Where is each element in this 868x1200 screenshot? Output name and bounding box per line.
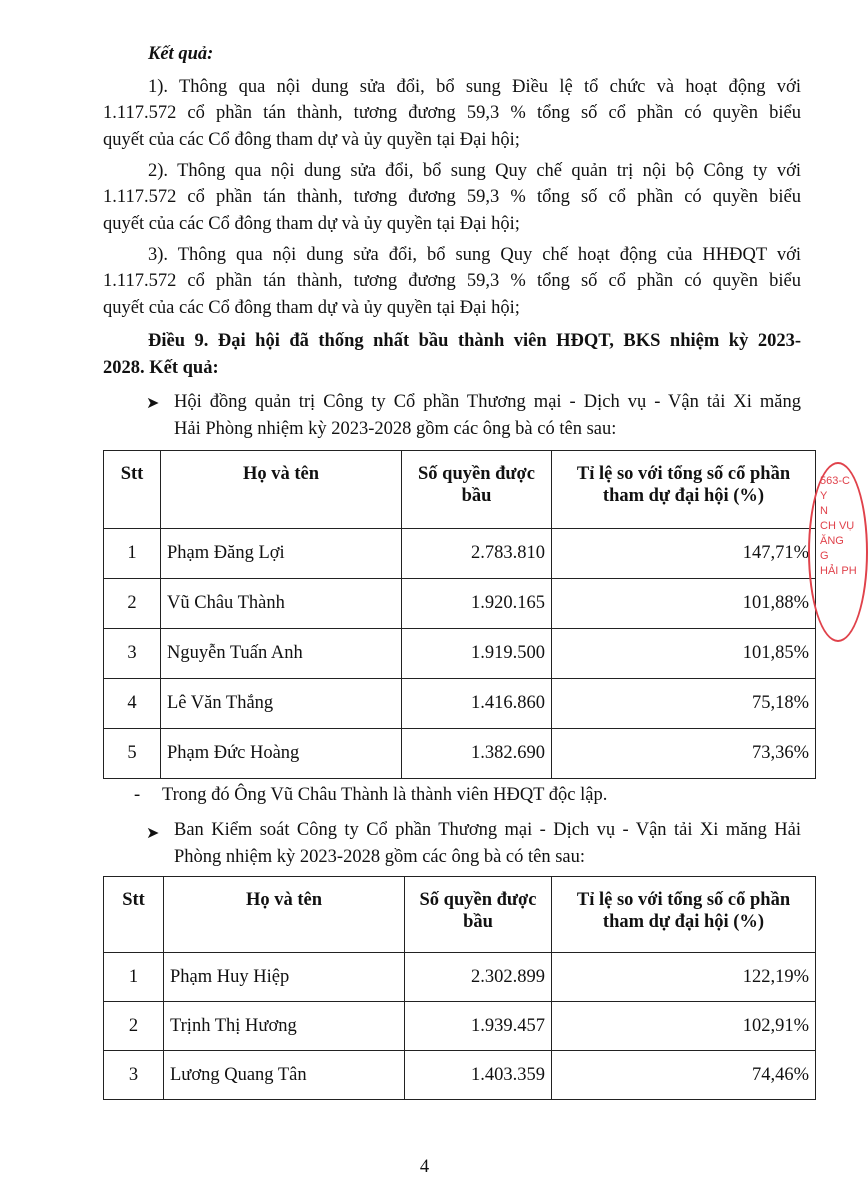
table-row <box>104 529 816 579</box>
supervisory-intro-line-1: Ban Kiểm soát Công ty Cổ phần Thương mại - Dịch vụ - Vận tải Xi măng Hải <box>174 820 801 840</box>
table-row <box>104 679 816 729</box>
table-row <box>104 1051 816 1100</box>
result-item-3-line-2: 1.117.572 cổ phần tán thành, tương đương 59,3 % tổng số cổ phần có quyền biểu <box>103 271 801 291</box>
header-name: Họ và tên <box>161 451 402 529</box>
cell-votes: 1.920.165 <box>402 579 552 629</box>
arrow-bullet-icon: ➤ <box>146 395 160 412</box>
cell-stt: 1 <box>104 953 164 1002</box>
cell-name: Vũ Châu Thành <box>161 579 402 629</box>
result-item-1-line-1: 1). Thông qua nội dung sửa đổi, bổ sung Điều lệ tổ chức và hoạt động với <box>148 77 801 97</box>
cell-ratio: 102,91% <box>552 1002 816 1051</box>
cell-votes: 1.416.860 <box>402 679 552 729</box>
table-row <box>104 953 816 1002</box>
cell-name: Phạm Huy Hiệp <box>164 953 405 1002</box>
cell-stt: 2 <box>104 1002 164 1051</box>
result-item-2-line-2: 1.117.572 cổ phần tán thành, tương đương 59,3 % tổng số cổ phần có quyền biểu <box>103 187 801 207</box>
supervisory-table <box>103 876 816 1100</box>
board-table-header <box>104 451 816 529</box>
cell-votes: 1.939.457 <box>405 1002 552 1051</box>
cell-ratio: 101,88% <box>552 579 816 629</box>
header-votes: Số quyền được bầu <box>402 451 552 529</box>
cell-name: Phạm Đăng Lợi <box>161 529 402 579</box>
article-9-heading-line-2: 2028. Kết quả: <box>103 358 219 378</box>
result-item-2-line-3: quyết của các Cổ đông tham dự và ủy quyền tại Đại hội; <box>103 214 520 234</box>
cell-stt: 1 <box>104 529 161 579</box>
cell-ratio: 75,18% <box>552 679 816 729</box>
header-ratio: Tỉ lệ so với tổng số cổ phần tham dự đại hội (%) <box>552 877 816 953</box>
cell-ratio: 122,19% <box>552 953 816 1002</box>
results-heading: Kết quả: <box>148 44 214 64</box>
cell-name: Lương Quang Tân <box>164 1051 405 1100</box>
board-independent-note: Trong đó Ông Vũ Châu Thành là thành viên HĐQT độc lập. <box>162 785 608 805</box>
page-number: 4 <box>419 1157 430 1177</box>
board-intro-line-2: Hải Phòng nhiệm kỳ 2023-2028 gồm các ông bà có tên sau: <box>174 419 617 439</box>
cell-stt: 3 <box>104 1051 164 1100</box>
header-ratio: Tỉ lệ so với tổng số cổ phần tham dự đại hội (%) <box>552 451 816 529</box>
table-row <box>104 629 816 679</box>
cell-name: Phạm Đức Hoàng <box>161 729 402 779</box>
result-item-3-line-3: quyết của các Cổ đông tham dự và ủy quyền tại Đại hội; <box>103 298 520 318</box>
cell-name: Lê Văn Thắng <box>161 679 402 729</box>
result-item-2-line-1: 2). Thông qua nội dung sửa đổi, bổ sung Quy chế quản trị nội bộ Công ty với <box>148 161 801 181</box>
table-row <box>104 1002 816 1051</box>
cell-ratio: 73,36% <box>552 729 816 779</box>
cell-ratio: 147,71% <box>552 529 816 579</box>
result-item-1-line-2: 1.117.572 cổ phần tán thành, tương đương 59,3 % tổng số cổ phần có quyền biểu <box>103 103 801 123</box>
supervisory-intro-line-2: Phòng nhiệm kỳ 2023-2028 gồm các ông bà có tên sau: <box>174 847 586 867</box>
table-row <box>104 579 816 629</box>
header-stt: Stt <box>104 451 161 529</box>
cell-votes: 2.783.810 <box>402 529 552 579</box>
cell-stt: 5 <box>104 729 161 779</box>
cell-stt: 3 <box>104 629 161 679</box>
board-table <box>103 450 816 779</box>
supervisory-table-header <box>104 877 816 953</box>
company-seal-stamp: 563-C Y N CH VỤ ĂNG G HẢI PH <box>808 462 868 642</box>
cell-name: Trịnh Thị Hương <box>164 1002 405 1051</box>
cell-votes: 1.382.690 <box>402 729 552 779</box>
article-9-heading-line-1: Điều 9. Đại hội đã thống nhất bầu thành viên HĐQT, BKS nhiệm kỳ 2023- <box>148 331 801 351</box>
cell-ratio: 74,46% <box>552 1051 816 1100</box>
cell-stt: 2 <box>104 579 161 629</box>
header-votes: Số quyền được bầu <box>405 877 552 953</box>
result-item-1-line-3: quyết của các Cổ đông tham dự và ủy quyền tại Đại hội; <box>103 130 520 150</box>
cell-votes: 1.403.359 <box>405 1051 552 1100</box>
cell-ratio: 101,85% <box>552 629 816 679</box>
result-item-3-line-1: 3). Thông qua nội dung sửa đổi, bổ sung Quy chế hoạt động của HHĐQT với <box>148 245 801 265</box>
cell-stt: 4 <box>104 679 161 729</box>
dash-bullet: - <box>134 785 141 805</box>
header-stt: Stt <box>104 877 164 953</box>
cell-name: Nguyễn Tuấn Anh <box>161 629 402 679</box>
header-name: Họ và tên <box>164 877 405 953</box>
cell-votes: 1.919.500 <box>402 629 552 679</box>
arrow-bullet-icon: ➤ <box>146 825 160 842</box>
board-intro-line-1: Hội đồng quản trị Công ty Cổ phần Thương mại - Dịch vụ - Vận tải Xi măng <box>174 392 801 412</box>
cell-votes: 2.302.899 <box>405 953 552 1002</box>
table-row <box>104 729 816 779</box>
